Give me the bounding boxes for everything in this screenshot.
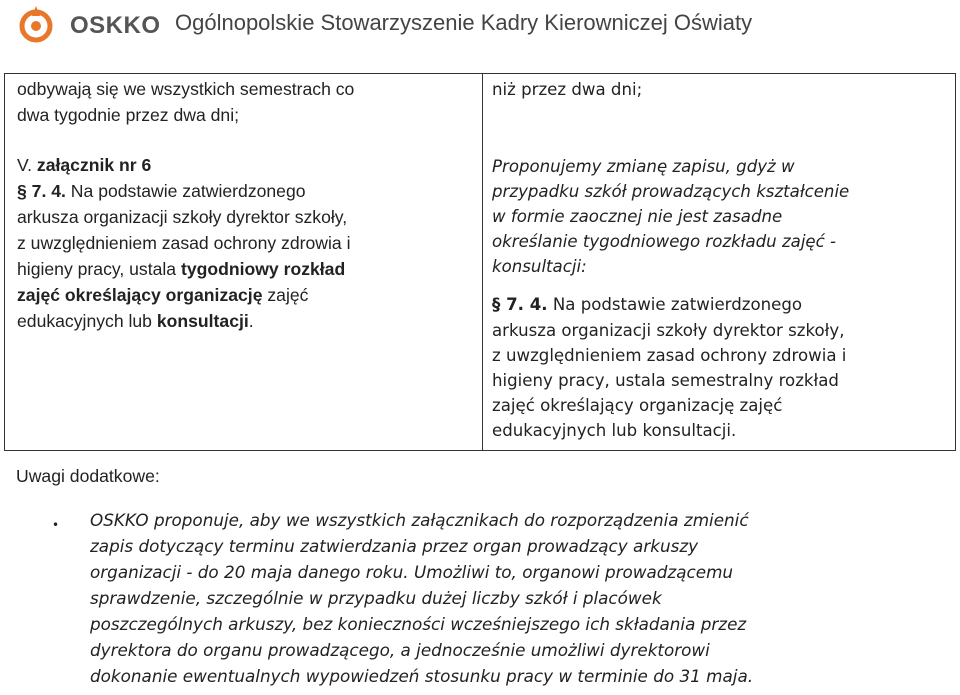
- left-paragraph-line-4: [17, 257, 345, 283]
- proposal-line-5: konsultacji:: [492, 257, 587, 276]
- right-paragraph-line-1: [492, 292, 802, 318]
- page-header: [0, 0, 960, 50]
- bullet-icon: •: [52, 518, 60, 532]
- proposal-line-1: Proponujemy zmianę zapisu, gdyż w: [492, 157, 795, 176]
- left-p5-bold: zajęć określający organizację: [17, 285, 263, 305]
- right-paragraph-line-2: arkusza organizacji szkoły dyrektor szkoły,: [492, 321, 845, 340]
- right-p1-text: Na podstawie zatwierdzonego: [547, 295, 803, 314]
- attachment-heading: [17, 153, 151, 179]
- right-line-1: niż przez dwa dni;: [492, 80, 643, 99]
- logo-text: OSKKO: [70, 12, 161, 39]
- note-line: dyrektora do organu prowadzącego, a jednocześnie umożliwi dyrektorowi: [90, 640, 710, 660]
- right-paragraph-line-3: z uwzględnieniem zasad ochrony zdrowia i: [492, 346, 847, 365]
- right-section-mark: § 7. 4.: [492, 295, 548, 314]
- note-line: poszczególnych arkuszy, bez konieczności wcześniejszego ich składania przez: [90, 614, 747, 634]
- proposal-line-4: określanie tygodniowego rozkładu zajęć -: [492, 232, 837, 251]
- attachment-prefix: V.: [17, 155, 37, 175]
- comparison-table: [4, 73, 956, 451]
- left-line-2: dwa tygodnie przez dwa dni;: [17, 105, 240, 125]
- left-paragraph-line-2: arkusza organizacji szkoły dyrektor szkoły,: [17, 207, 348, 227]
- left-p1-text: Na podstawie zatwierdzonego: [65, 181, 306, 201]
- organization-title: Ogólnopolskie Stowarzyszenie Kadry Kierowniczej Oświaty: [175, 10, 753, 35]
- left-p4-bold: tygodniowy rozkład: [180, 259, 346, 279]
- left-paragraph-line-5: [17, 283, 308, 309]
- proposal-line-3: w formie zaocznej nie jest zasadne: [492, 207, 783, 226]
- left-p4-text: higieny pracy, ustala: [17, 259, 181, 279]
- oskko-emblem-icon: [18, 2, 58, 46]
- left-p6-end: .: [248, 311, 254, 331]
- note-line: organizacji - do 20 maja danego roku. Umożliwi to, organowi prowadzącemu: [90, 562, 734, 582]
- left-p5-text: zajęć: [262, 285, 309, 305]
- right-paragraph-line-5: zajęć określający organizację zajęć: [492, 396, 783, 415]
- left-paragraph-line-6: [17, 309, 254, 335]
- left-section-mark: § 7. 4.: [17, 181, 66, 201]
- left-p6-bold: konsultacji: [156, 311, 249, 331]
- note-line: zapis dotyczący terminu zatwierdzania przez organ prowadzący arkuszy: [90, 536, 699, 556]
- attachment-number: załącznik nr 6: [36, 155, 152, 175]
- proposal-line-2: przypadku szkół prowadzących kształcenie: [492, 182, 850, 201]
- left-paragraph-line-3: z uwzględnieniem zasad ochrony zdrowia i: [17, 233, 351, 253]
- oskko-logo: [18, 2, 161, 46]
- note-line: sprawdzenie, szczególnie w przypadku dużej liczby szkół i placówek: [90, 588, 662, 608]
- column-divider: [482, 74, 483, 450]
- left-paragraph-line-1: [17, 179, 306, 205]
- left-line-1: odbywają się we wszystkich semestrach co: [17, 79, 355, 99]
- right-paragraph-line-6: edukacyjnych lub konsultacji.: [492, 421, 737, 440]
- left-p6-text: edukacyjnych lub: [17, 311, 157, 331]
- note-line: dokonanie ewentualnych wypowiedzeń stosunku pracy w terminie do 31 maja.: [90, 666, 754, 686]
- note-line: OSKKO proponuje, aby we wszystkich załącznikach do rozporządzenia zmienić: [90, 510, 749, 530]
- right-paragraph-line-4: higieny pracy, ustala semestralny rozkład: [492, 371, 839, 390]
- additional-notes-label: Uwagi dodatkowe:: [16, 466, 160, 486]
